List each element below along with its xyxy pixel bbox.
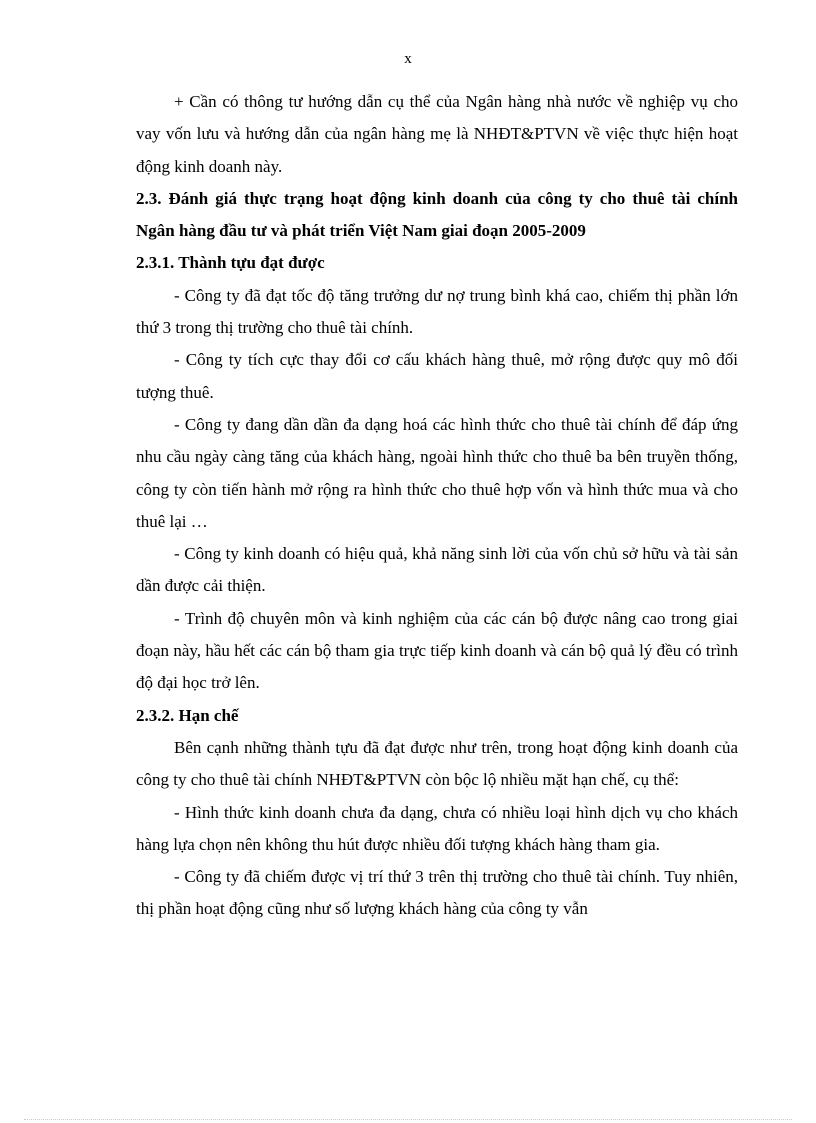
paragraph-guidance: + Cần có thông tư hướng dẫn cụ thể của Ngân hàng nhà nước về nghiệp vụ cho vay vốn lưu và hướng dẫn của ngân hàng mẹ là NHĐT&PTVN về việc thực hiện hoạt động kinh doanh này. bbox=[136, 92, 738, 176]
paragraph-growth: - Công ty đã đạt tốc độ tăng trưởng dư nợ trung bình khá cao, chiếm thị phần lớn thứ 3 trong thị trường cho thuê tài chính. bbox=[136, 285, 738, 338]
paragraph-market-share: - Công ty đã chiếm được vị trí thứ 3 trên thị trường cho thuê tài chính. Tuy nhiên, thị phần hoạt động cũng như số lượng khách hàng của công ty vẫn bbox=[136, 867, 738, 919]
paragraph-diversification: - Công ty đang dần dần đa dạng hoá các hình thức cho thuê tài chính để đáp ứng nhu cầu ngày càng tăng của khách hàng, ngoài hình thức cho thuê ba bên truyền thống, công ty còn tiến hành mở rộng ra hình thức cho thuê hợp vốn và hình thức mua và cho thuê lại … bbox=[136, 414, 738, 531]
paragraph-staff: - Trình độ chuyên môn và kinh nghiệm của các cán bộ được nâng cao trong giai đoạn này, hầu hết các cán bộ tham gia trực tiếp kinh doanh và cán bộ quả lý đều có trình độ đại học trở lên. bbox=[136, 608, 738, 693]
heading-2-3-2: 2.3.2. Hạn chế bbox=[136, 705, 239, 725]
paragraph-limited-services: - Hình thức kinh doanh chưa đa dạng, chưa có nhiều loại hình dịch vụ cho khách hàng lựa chọn nên không thu hút được nhiều đối tượng khách hàng tham gia. bbox=[136, 802, 738, 854]
paragraph-customer-structure: - Công ty tích cực thay đổi cơ cấu khách hàng thuê, mở rộng được quy mô đối tượng thuê. bbox=[136, 350, 738, 402]
page-number: x bbox=[404, 51, 412, 67]
paragraph-limitations-intro: Bên cạnh những thành tựu đã đạt được như trên, trong hoạt động kinh doanh của công ty cho thuê tài chính NHĐT&PTVN còn bộc lộ nhiều mặt hạn chế, cụ thể: bbox=[136, 737, 738, 790]
heading-2-3-1: 2.3.1. Thành tựu đạt được bbox=[136, 253, 325, 273]
document-body bbox=[136, 86, 738, 926]
page-bottom-divider bbox=[24, 1119, 792, 1120]
heading-2-3: 2.3. Đánh giá thực trạng hoạt động kinh doanh của công ty cho thuê tài chính Ngân hàng đầu tư và phát triển Việt Nam giai đoạn 2005-2009 bbox=[136, 188, 738, 241]
paragraph-efficiency: - Công ty kinh doanh có hiệu quả, khả năng sinh lời của vốn chủ sở hữu và tài sản dần được cải thiện. bbox=[136, 544, 738, 596]
